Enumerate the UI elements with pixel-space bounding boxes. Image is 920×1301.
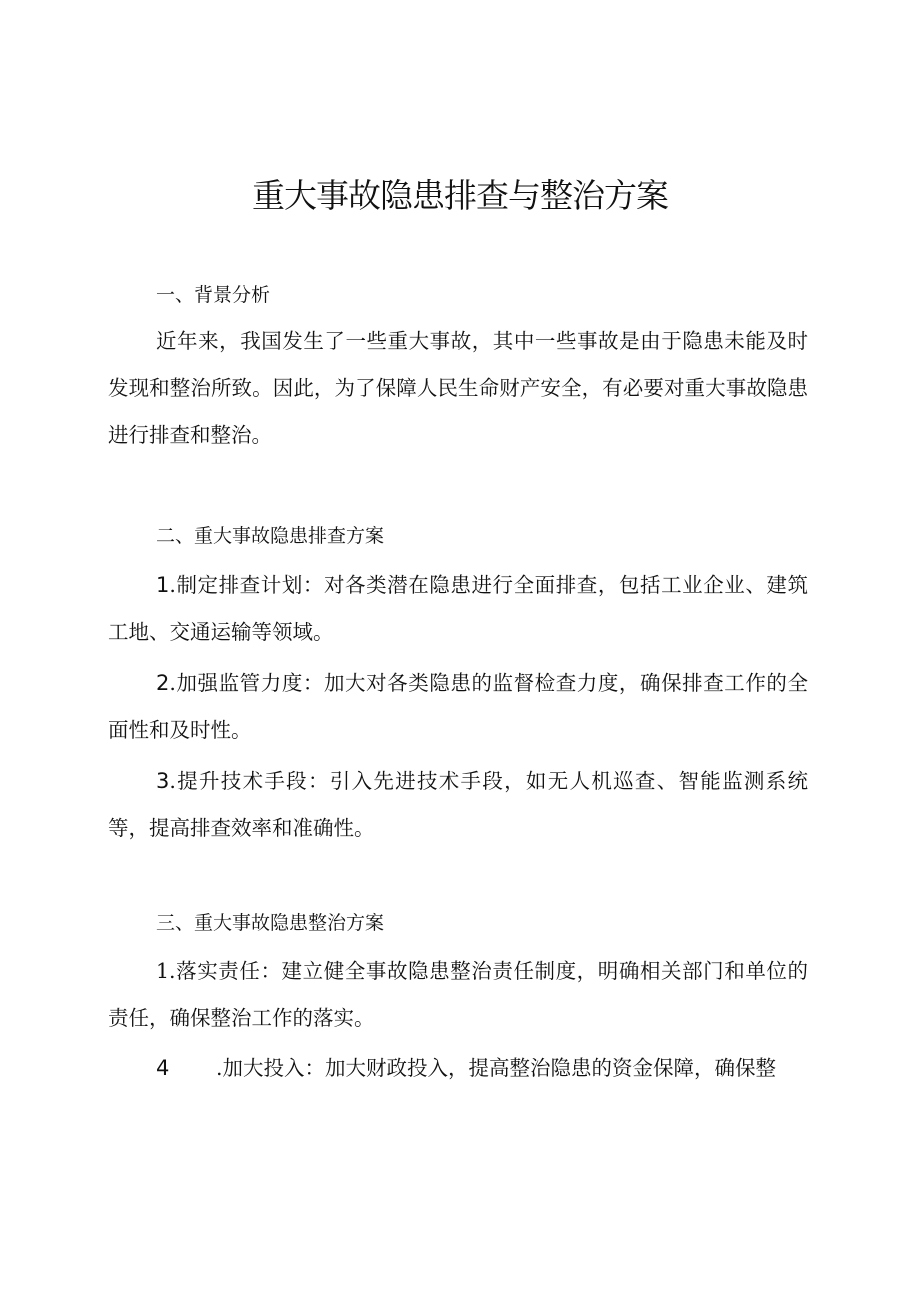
item-text: .提升技术手段：引入先进技术手段，如无人机巡查、智能监测系统等，提高排查效率和准确性。 [108,769,808,840]
remediation-item-1 [108,948,808,1042]
section-heading-background: 一、背景分析 [156,284,271,306]
item-text: 1.落实责任：建立健全事故隐患整治责任制度，明确相关部门和单位的责任，确保整治工作的落实。 [108,959,808,1030]
inspection-item-1 [108,562,808,656]
item-text: .加强监管力度：加大对各类隐患的监督检查力度，确保排查工作的全面性和及时性。 [108,671,808,742]
section-heading-inspection: 二、重大事故隐患排查方案 [156,525,385,547]
item-number: 2 [156,671,170,695]
inspection-item-2 [108,660,808,754]
item-number: 1 [156,573,170,597]
document-title: 重大事故隐患排查与整治方案 [252,176,668,215]
item-number: 4 [156,1056,170,1080]
item-number: 3 [156,769,170,793]
item-text: .制定排查计划：对各类潜在隐患进行全面排查，包括工业企业、建筑工地、交通运输等领域。 [108,573,808,644]
background-paragraph: 近年来，我国发生了一些重大事故，其中一些事故是由于隐患未能及时发现和整治所致。因此，为了保障人民生命财产安全，有必要对重大事故隐患进行排查和整治。 [108,329,808,447]
section-heading-remediation: 三、重大事故隐患整治方案 [156,912,385,934]
inspection-item-3 [108,758,808,852]
item-text: .加大投入：加大财政投入，提高整治隐患的资金保障，确保整 [216,1056,777,1080]
remediation-item-4 [108,1045,808,1092]
